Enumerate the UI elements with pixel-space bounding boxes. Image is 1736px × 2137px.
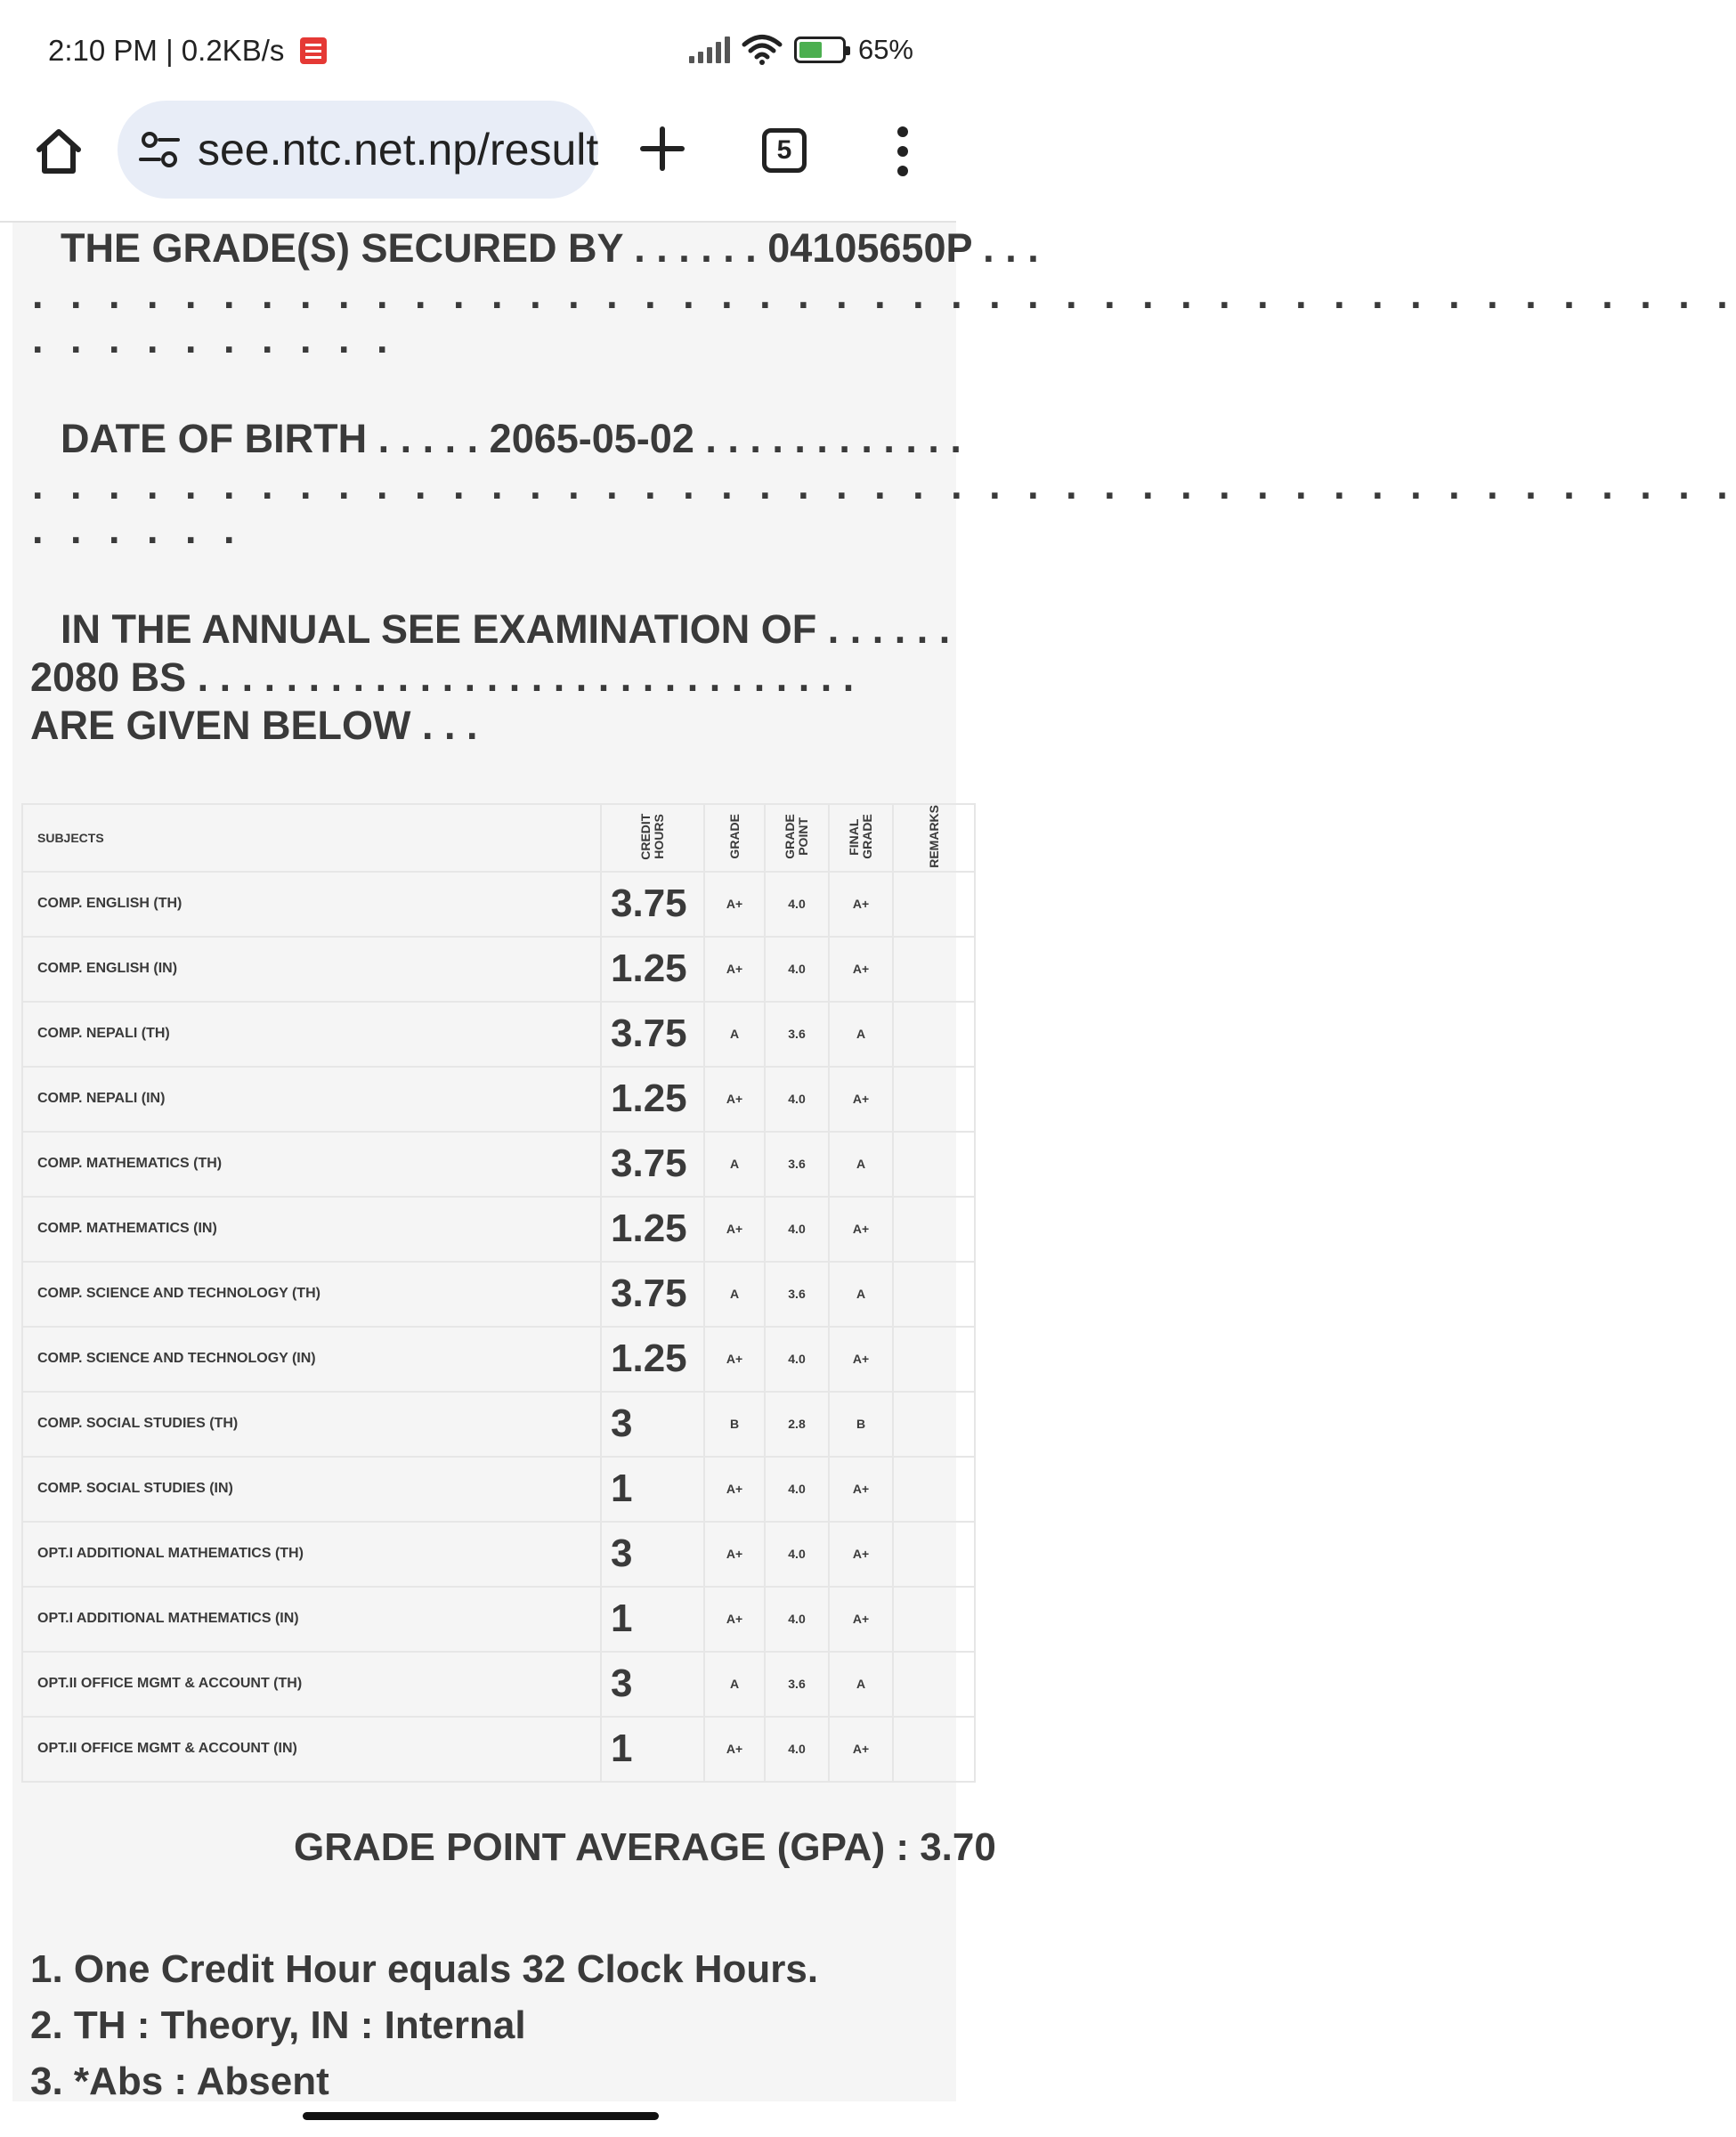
table-row [22,1717,975,1782]
address-bar[interactable] [118,101,598,199]
grade-cell: A [704,1652,765,1717]
subject-cell: COMP. SCIENCE AND TECHNOLOGY (TH) [22,1262,601,1327]
grade-point-cell: 4.0 [765,1197,829,1262]
site-settings-icon[interactable] [137,127,182,172]
battery-level: 65% [857,34,913,65]
remarks-cell [893,1392,975,1457]
final-grade-cell: B [829,1392,893,1457]
signal-icon [689,37,730,63]
subject-cell: COMP. MATHEMATICS (IN) [22,1197,601,1262]
final-grade-cell: A+ [829,1587,893,1652]
grade-point-cell: 3.6 [765,1262,829,1327]
grade-cell: A+ [704,937,765,1002]
new-tab-button[interactable] [634,120,691,177]
grade-cell: A [704,1262,765,1327]
grade-point-cell: 4.0 [765,1327,829,1392]
home-icon[interactable] [32,125,85,178]
remarks-cell [893,1457,975,1522]
grade-cell: A [704,1002,765,1067]
remarks-cell [893,1067,975,1132]
grade-point-cell: 4.0 [765,1522,829,1587]
credit-hours-cell: 3.75 [601,1132,704,1197]
credit-hours-cell: 3.75 [601,1262,704,1327]
gpa-line: GRADE POINT AVERAGE (GPA) : 3.70 [294,1825,996,1869]
status-bar [0,0,956,98]
table-row [22,1197,975,1262]
grade-cell: B [704,1392,765,1457]
subject-cell: COMP. SOCIAL STUDIES (TH) [22,1392,601,1457]
grade-point-cell: 4.0 [765,1067,829,1132]
given-below-line: ARE GIVEN BELOW . . . [30,703,478,748]
final-grade-cell: A+ [829,937,893,1002]
final-grade-cell: A [829,1002,893,1067]
subject-cell: OPT.II OFFICE MGMT & ACCOUNT (TH) [22,1652,601,1717]
grade-cell: A+ [704,1457,765,1522]
subject-cell: COMP. MATHEMATICS (TH) [22,1132,601,1197]
final-grade-cell: A+ [829,1717,893,1782]
grade-point-cell: 2.8 [765,1392,829,1457]
subject-cell: OPT.II OFFICE MGMT & ACCOUNT (IN) [22,1717,601,1782]
wifi-icon [742,35,782,65]
header-grade-point: GRADE POINT [783,814,810,859]
exam-year-line: 2080 BS . . . . . . . . . . . . . . . . . . . . . . . . . . . . . . [30,654,855,700]
final-grade-cell: A [829,1132,893,1197]
subject-cell: COMP. ENGLISH (IN) [22,937,601,1002]
grade-point-cell: 4.0 [765,1717,829,1782]
grade-cell: A [704,1132,765,1197]
subject-cell: COMP. SOCIAL STUDIES (IN) [22,1457,601,1522]
home-indicator[interactable] [303,2112,659,2120]
url-text[interactable]: see.ntc.net.np/result [198,125,599,175]
grade-cell: A+ [704,1717,765,1782]
remarks-cell [893,1717,975,1782]
remarks-cell [893,1652,975,1717]
subject-cell: OPT.I ADDITIONAL MATHEMATICS (TH) [22,1522,601,1587]
dots-line: . . . . . . . . . . . . . . . . . . . . . . . . . . . . . . . . . . . . . . . . . . . . . [32,462,1736,508]
grade-cell: A+ [704,1522,765,1587]
table-row [22,1067,975,1132]
grades-secured-line: THE GRADE(S) SECURED BY . . . . . . 04105650P . . . [61,225,1039,271]
footnotes [30,1941,956,2109]
subject-cell: COMP. ENGLISH (TH) [22,872,601,937]
table-row [22,1392,975,1457]
grade-point-cell: 3.6 [765,1132,829,1197]
table-row [22,1132,975,1197]
credit-hours-cell: 3.75 [601,1002,704,1067]
credit-hours-cell: 3 [601,1652,704,1717]
subject-cell: COMP. SCIENCE AND TECHNOLOGY (IN) [22,1327,601,1392]
grade-cell: A+ [704,1587,765,1652]
table-row [22,872,975,937]
credit-hours-cell: 1 [601,1457,704,1522]
grade-cell: A+ [704,1067,765,1132]
grade-point-cell: 3.6 [765,1652,829,1717]
dots-line: . . . . . . . . . . [32,316,396,362]
table-row [22,1002,975,1067]
final-grade-cell: A+ [829,1067,893,1132]
subject-cell: COMP. NEPALI (IN) [22,1067,601,1132]
battery-icon [794,37,846,63]
header-credit-hours: CREDIT HOURS [638,813,666,860]
browser-toolbar [0,98,956,223]
remarks-cell [893,872,975,937]
header-grade: GRADE [726,814,742,859]
remarks-cell [893,1132,975,1197]
header-subjects: SUBJECTS [22,804,601,872]
remarks-cell [893,1522,975,1587]
grade-point-cell: 4.0 [765,937,829,1002]
final-grade-cell: A+ [829,1327,893,1392]
footnote-item: 1. One Credit Hour equals 32 Clock Hours. [30,1947,819,1991]
more-vert-icon[interactable] [890,125,915,178]
grade-point-cell: 3.6 [765,1002,829,1067]
notification-icon [300,37,327,64]
final-grade-cell: A [829,1652,893,1717]
remarks-cell [893,1327,975,1392]
footnote-item: 3. *Abs : Absent [30,2060,329,2103]
credit-hours-cell: 3 [601,1392,704,1457]
status-time-speed: 2:10 PM | 0.2KB/s [48,34,285,67]
table-row [22,1522,975,1587]
remarks-cell [893,1262,975,1327]
table-row [22,1327,975,1392]
tabs-switcher-button[interactable]: 5 [762,128,807,173]
remarks-cell [893,1587,975,1652]
footnote-item: 2. TH : Theory, IN : Internal [30,2003,526,2047]
grade-cell: A+ [704,1197,765,1262]
credit-hours-cell: 1 [601,1717,704,1782]
credit-hours-cell: 1.25 [601,1067,704,1132]
remarks-cell [893,1002,975,1067]
final-grade-cell: A [829,1262,893,1327]
table-row [22,1587,975,1652]
dob-line: DATE OF BIRTH . . . . . 2065-05-02 . . . . . . . . . . . . [61,416,961,461]
grade-point-cell: 4.0 [765,1457,829,1522]
grade-point-cell: 4.0 [765,1587,829,1652]
dots-line: . . . . . . [32,507,243,552]
table-row [22,937,975,1002]
credit-hours-cell: 1.25 [601,1327,704,1392]
table-row [22,1652,975,1717]
final-grade-cell: A+ [829,1522,893,1587]
grade-cell: A+ [704,1327,765,1392]
grades-table [21,803,976,1783]
header-remarks: REMARKS [926,805,941,868]
credit-hours-cell: 1.25 [601,1197,704,1262]
final-grade-cell: A+ [829,872,893,937]
credit-hours-cell: 3 [601,1522,704,1587]
final-grade-cell: A+ [829,1457,893,1522]
subject-cell: COMP. NEPALI (TH) [22,1002,601,1067]
table-row [22,1457,975,1522]
credit-hours-cell: 1.25 [601,937,704,1002]
subject-cell: OPT.I ADDITIONAL MATHEMATICS (IN) [22,1587,601,1652]
final-grade-cell: A+ [829,1197,893,1262]
remarks-cell [893,937,975,1002]
header-final-grade: FINAL GRADE [847,814,874,859]
table-header-row [22,804,975,872]
credit-hours-cell: 3.75 [601,872,704,937]
table-row [22,1262,975,1327]
grade-point-cell: 4.0 [765,872,829,937]
dots-line: . . . . . . . . . . . . . . . . . . . . . . . . . . . . . . . . . . . . . . . . . . . . . [32,272,1736,317]
credit-hours-cell: 1 [601,1587,704,1652]
grade-cell: A+ [704,872,765,937]
exam-line: IN THE ANNUAL SEE EXAMINATION OF . . . . . . [61,606,951,652]
result-content [12,223,1736,2103]
remarks-cell [893,1197,975,1262]
